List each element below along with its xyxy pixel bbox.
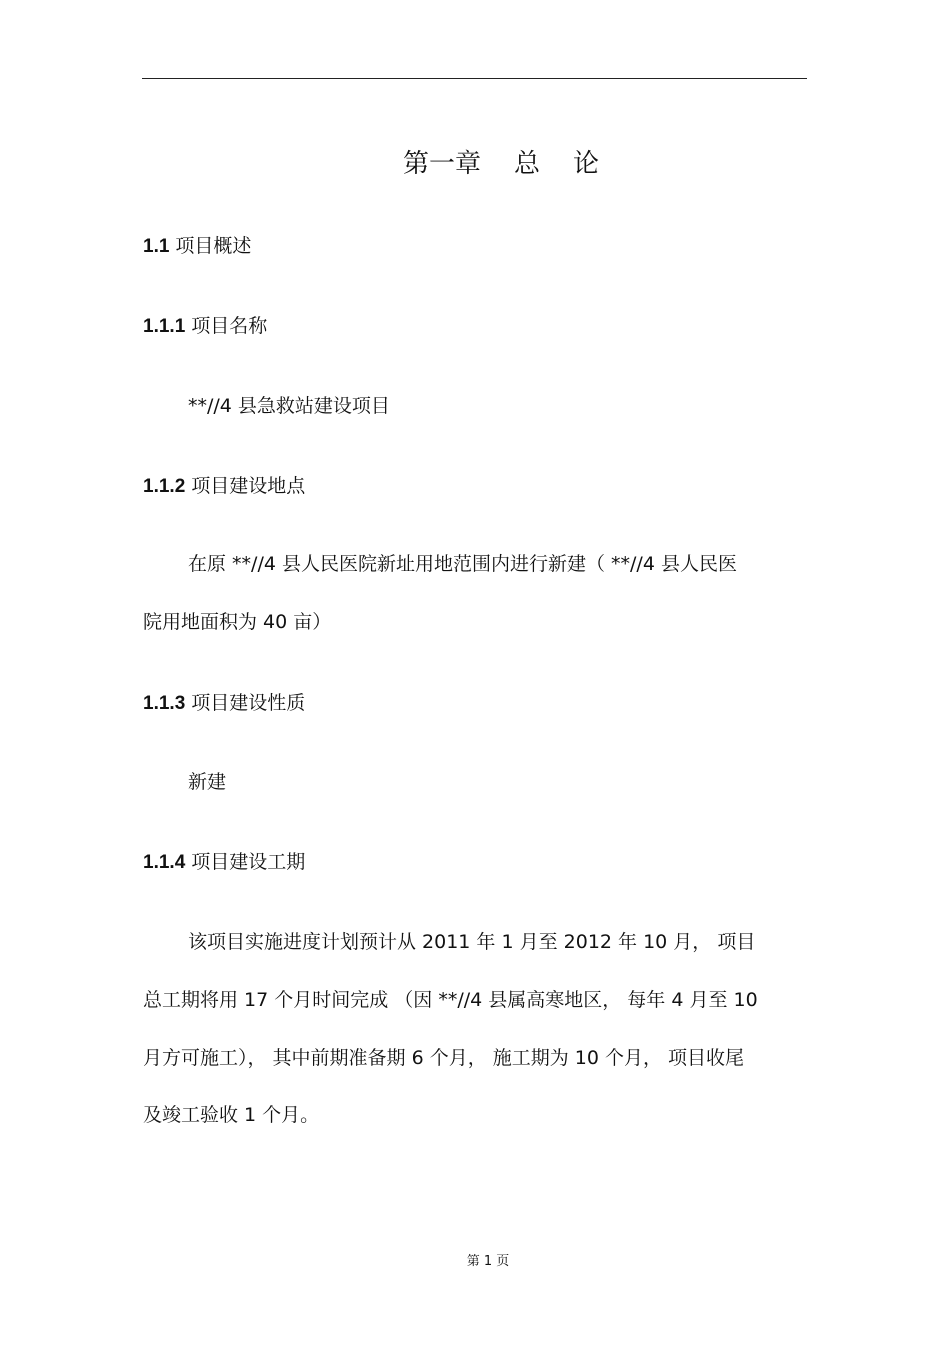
section-heading-1-1-3 <box>143 690 305 717</box>
paragraph-line: **//4 县急救站建设项目 <box>188 395 390 417</box>
chapter-title: 第一章 总 论 <box>402 149 600 179</box>
paragraph-line: 在原 **//4 县人民医院新址用地范围内进行新建（ **//4 县人民医 <box>188 553 737 575</box>
section-heading-1-1-1 <box>143 313 267 340</box>
section-title: 项目概述 <box>175 235 252 257</box>
section-number: 1.1.4 <box>143 852 186 873</box>
section-heading-1-1-2 <box>143 473 305 500</box>
section-number: 1.1 <box>143 236 170 257</box>
paragraph-line: 该项目实施进度计划预计从 2011 年 1 月至 2012 年 10 月， 项目 <box>188 931 756 953</box>
section-heading-1-1 <box>143 233 251 260</box>
paragraph-line: 及竣工验收 1 个月。 <box>143 1104 320 1126</box>
section-heading-1-1-4 <box>143 849 305 876</box>
section-title: 项目名称 <box>191 315 268 337</box>
section-title: 项目建设性质 <box>191 692 306 714</box>
section-number: 1.1.3 <box>143 693 186 714</box>
header-rule <box>142 78 807 79</box>
section-number: 1.1.1 <box>143 316 186 337</box>
paragraph-line: 月方可施工）， 其中前期准备期 6 个月， 施工期为 10 个月， 项目收尾 <box>143 1047 745 1069</box>
paragraph-line: 总工期将用 17 个月时间完成 （因 **//4 县属高寒地区， 每年 4 月至 10 <box>143 989 758 1011</box>
section-number: 1.1.2 <box>143 476 186 497</box>
paragraph-line: 院用地面积为 40 亩） <box>143 611 332 633</box>
section-title: 项目建设工期 <box>191 851 306 873</box>
paragraph-line: 新建 <box>188 771 227 793</box>
page-number: 第 1 页 <box>466 1254 510 1269</box>
section-title: 项目建设地点 <box>191 475 306 497</box>
